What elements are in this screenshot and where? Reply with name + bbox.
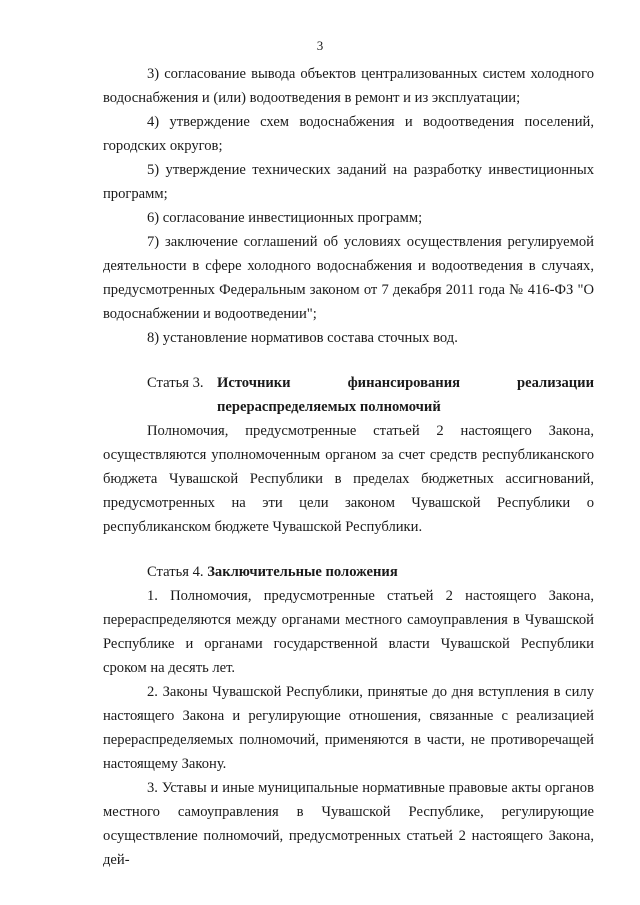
article-3-text: Полномочия, предусмотренные статьей 2 настоящего Закона, осуществляются уполномоченным органом за счет средств республиканского бюджета Чувашской Республики в пределах бюджетных ассигнований, предусмотренных на эти цели законом Чувашской Республики о республиканском бюджете Чувашской Республики. — [103, 423, 594, 535]
article-4-paragraph: 1. Полномочия, предусмотренные статьей 2 настоящего Закона, перераспределяются между органами местного самоуправления в Чувашской Республике и органами государственной власти Чувашской Республики сроком на десять лет. — [103, 588, 594, 676]
section-spacer — [103, 539, 594, 560]
list-item: 4) утверждение схем водоснабжения и водоотведения поселений, городских округов; — [103, 114, 594, 154]
article-4-number: Статья 4. — [147, 564, 204, 580]
document-body — [103, 62, 594, 872]
article-3-heading — [103, 371, 594, 419]
article-3-title: Источники финансирования реализации перераспределяемых полномочий — [217, 375, 594, 415]
article-4-paragraph: 3. Уставы и иные муниципальные нормативные правовые акты органов местного самоуправления в Чувашской Республике, регулирующие осуществление полномочий, предусмотренных статьей 2 настоящего Закона, дей- — [103, 780, 594, 868]
list-item: 3) согласование вывода объектов централизованных систем холодного водоснабжения и (или) водоотведения в ремонт и из эксплуатации; — [103, 66, 594, 106]
article-3-number: Статья 3. — [147, 375, 204, 391]
article-4-title: Заключительные положения — [207, 564, 398, 580]
list-item: 5) утверждение технических заданий на разработку инвестиционных программ; — [103, 162, 594, 202]
section-spacer — [103, 350, 594, 371]
page-number: 3 — [316, 38, 324, 53]
list-item: 8) установление нормативов состава сточных вод. — [147, 330, 458, 346]
article-4-paragraph: 2. Законы Чувашской Республики, принятые до дня вступления в силу настоящего Закона и регулирующие отношения, связанные с реализацией перераспределяемых полномочий, применяются в части, не противоречащей настоящему Закону. — [103, 684, 594, 772]
article-4-heading — [103, 560, 594, 584]
list-item: 7) заключение соглашений об условиях осуществления регулируемой деятельности в сфере холодного водоснабжения и водоотведения в случаях, предусмотренных Федеральным законом от 7 декабря 2011 года № 416-ФЗ "О водоснабжении и водоотведении"; — [103, 234, 594, 322]
list-item: 6) согласование инвестиционных программ; — [147, 210, 423, 226]
